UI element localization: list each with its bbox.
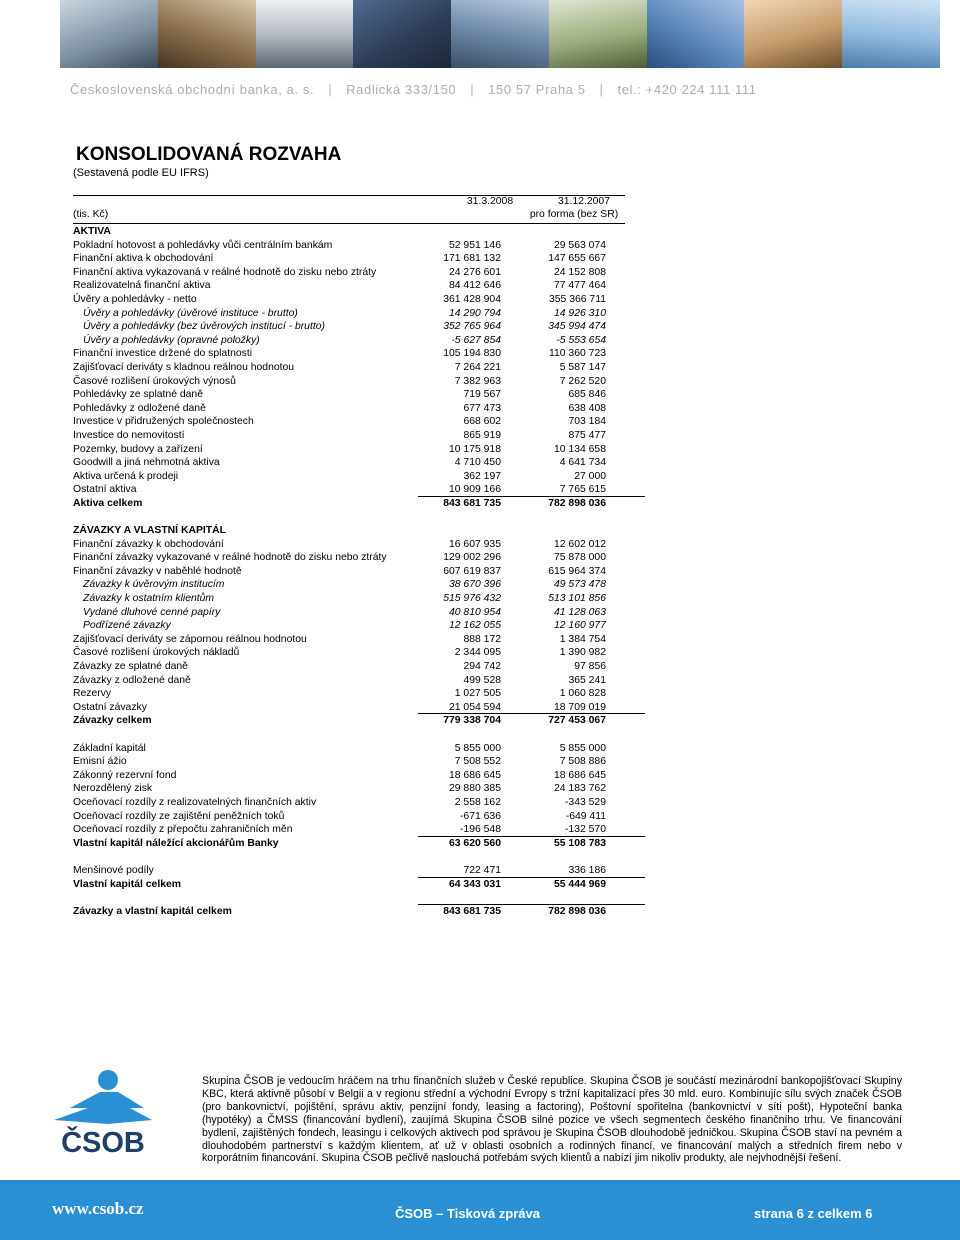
table-row — [73, 361, 625, 375]
row-label: Pokladní hotovost a pohledávky vůči centrálním bankám — [73, 239, 333, 251]
row-label: Aktiva určená k prodeji — [73, 470, 179, 482]
row-label: Oceňovací rozdíly ze zajištění peněžních toků — [73, 810, 285, 822]
table-row — [73, 674, 625, 688]
row-label: Finanční závazky k obchodování — [73, 538, 224, 550]
row-label: Závazky celkem — [73, 715, 152, 727]
row-label: Závazky k úvěrovým institucím — [83, 579, 225, 591]
value-2008: 64 343 031 — [448, 878, 501, 890]
row-label: Oceňovací rozdíly z realizovatelných finančních aktiv — [73, 796, 317, 808]
column-header-2008: 31.3.2008 — [466, 196, 514, 207]
company-address: Radlická 333/150 — [346, 82, 457, 97]
table-row — [73, 320, 625, 334]
column-header-2007: 31.12.2007 — [557, 196, 610, 207]
value-2007: 5 855 000 — [559, 742, 606, 754]
value-2007: -343 529 — [564, 796, 606, 808]
table-row — [73, 701, 625, 715]
value-2008: 352 765 964 — [443, 321, 501, 333]
row-label: Aktiva celkem — [73, 497, 143, 509]
table-header — [73, 195, 625, 225]
value-2007: 7 508 886 — [559, 756, 606, 768]
table-row — [73, 646, 625, 660]
row-label: Úvěry a pohledávky (úvěrové instituce - brutto) — [83, 307, 298, 319]
row-label: Časové rozlišení úrokových výnosů — [73, 375, 236, 387]
row-label: Vlastní kapitál celkem — [73, 878, 182, 890]
table-row — [73, 551, 625, 565]
row-label: Závazky ze splatné daně — [73, 661, 188, 672]
value-2007: 5 587 147 — [559, 361, 606, 373]
value-2007: 55 108 783 — [553, 837, 606, 849]
banner-photo — [647, 0, 745, 68]
table-row — [73, 429, 625, 443]
row-label: Ostatní aktiva — [73, 484, 137, 496]
value-2008: 362 197 — [463, 470, 501, 482]
value-2007: 875 477 — [568, 429, 606, 441]
row-label: Pohledávky z odložené daně — [73, 402, 206, 414]
value-2007: 147 655 667 — [548, 253, 606, 265]
row-label: Vydané dluhové cenné papíry — [83, 606, 221, 618]
table-row — [73, 565, 625, 579]
row-label: Nerozdělený zisk — [73, 783, 153, 795]
value-2008: 24 276 601 — [448, 266, 501, 278]
table-row — [73, 619, 625, 633]
total-row — [73, 878, 625, 892]
value-2008: -5 627 854 — [451, 334, 501, 346]
table-row — [73, 864, 625, 878]
value-2007: 18 686 645 — [553, 769, 606, 781]
value-2007: 110 360 723 — [548, 348, 606, 360]
table-row — [73, 443, 625, 457]
value-2007: 18 709 019 — [553, 701, 606, 713]
row-label: Emisní ážio — [73, 756, 127, 768]
value-2008: 843 681 735 — [443, 497, 501, 509]
press-release-label: ČSOB – Tisková zpráva — [395, 1206, 540, 1221]
row-spacer — [73, 850, 625, 864]
value-2008: 5 855 000 — [454, 742, 501, 754]
value-2007: 703 184 — [568, 416, 606, 428]
value-2008: 7 264 221 — [454, 361, 501, 373]
table-row — [73, 796, 625, 810]
value-2007: 75 878 000 — [553, 552, 606, 564]
value-2007: 1 060 828 — [559, 688, 606, 700]
value-2008: 499 528 — [463, 674, 501, 686]
banner-photo — [158, 0, 256, 68]
table-row — [73, 782, 625, 796]
table-row — [73, 347, 625, 361]
table-row — [73, 293, 625, 307]
value-2007: 638 408 — [568, 402, 606, 414]
row-label: Závazky z odložené daně — [73, 674, 191, 686]
value-2007: -132 570 — [564, 824, 606, 836]
value-2007: 10 134 658 — [553, 443, 606, 455]
table-row — [73, 252, 625, 266]
table-row — [73, 687, 625, 701]
total-row — [73, 714, 625, 728]
company-header: Československá obchodní banka, a. s. | Radlická 333/150 | 150 57 Praha 5 | tel.: +420 224 111 111 — [70, 82, 757, 97]
table-row — [73, 334, 625, 348]
row-label: Časové rozlišení úrokových nákladů — [73, 647, 240, 659]
value-2007: -649 411 — [565, 810, 606, 822]
table-row — [73, 538, 625, 552]
value-2008: 865 919 — [463, 429, 501, 441]
section-heading — [73, 225, 625, 239]
row-label: Závazky a vlastní kapitál celkem — [73, 905, 232, 917]
row-label: Finanční investice držené do splatnosti — [73, 348, 253, 360]
row-label: Investice do nemovitostí — [73, 429, 185, 441]
row-label: Úvěry a pohledávky (opravné položky) — [83, 334, 260, 346]
value-2008: 12 162 055 — [448, 620, 501, 632]
value-2008: 515 976 432 — [443, 593, 501, 605]
value-2007: 1 384 754 — [559, 633, 606, 645]
value-2008: 105 194 830 — [443, 348, 501, 360]
value-2008: 361 428 904 — [443, 293, 501, 305]
row-label: Finanční aktiva k obchodování — [73, 253, 214, 265]
total-row — [73, 905, 625, 919]
website-link[interactable]: www.csob.cz — [52, 1199, 144, 1218]
value-2007: 782 898 036 — [548, 905, 606, 917]
banner-photo — [353, 0, 451, 68]
row-label: Realizovatelná finanční aktiva — [73, 280, 211, 292]
banner-photo — [549, 0, 647, 68]
balance-sheet-table — [73, 195, 625, 918]
value-2008: 888 172 — [463, 633, 501, 645]
value-2007: 24 183 762 — [553, 783, 606, 795]
value-2008: 294 742 — [463, 661, 501, 672]
value-2007: 14 926 310 — [553, 307, 606, 319]
row-label: Pozemky, budovy a zařízení — [73, 443, 203, 455]
table-row — [73, 592, 625, 606]
value-2008: 16 607 935 — [448, 538, 501, 550]
table-row — [73, 375, 625, 389]
value-2007: 55 444 969 — [553, 878, 606, 890]
value-2007: 685 846 — [568, 389, 606, 401]
value-2008: 21 054 594 — [448, 701, 501, 713]
value-2007: 513 101 856 — [548, 593, 606, 605]
value-2008: -671 636 — [459, 810, 501, 822]
table-row — [73, 470, 625, 484]
table-row — [73, 823, 625, 837]
value-2008: 84 412 646 — [448, 280, 501, 292]
row-label: Oceňovací rozdíly z přepočtu zahraničních měn — [73, 824, 293, 836]
footer-bar — [0, 1180, 960, 1240]
row-label: Základní kapitál — [73, 742, 146, 754]
value-2008: 4 710 450 — [454, 457, 501, 469]
value-2007: 7 262 520 — [559, 375, 606, 387]
value-2007: 24 152 808 — [553, 266, 606, 278]
value-2008: 779 338 704 — [443, 715, 501, 727]
row-label: Zákonný rezervní fond — [73, 769, 177, 781]
value-2008: 7 382 963 — [454, 375, 501, 387]
page-number: strana 6 z celkem 6 — [754, 1206, 873, 1221]
row-label: Zajišťovací deriváty se zápornou reálnou hodnotou — [73, 633, 307, 645]
page-title: KONSOLIDOVANÁ ROZVAHA — [76, 144, 342, 165]
banner-photo — [744, 0, 842, 68]
value-2008: 7 508 552 — [454, 756, 501, 768]
value-2007: 12 160 977 — [553, 620, 606, 632]
value-2008: 843 681 735 — [443, 905, 501, 917]
row-label: AKTIVA — [73, 226, 111, 237]
value-2007: 355 366 711 — [548, 293, 606, 305]
table-row — [73, 279, 625, 293]
value-2008: 677 473 — [463, 402, 501, 414]
total-row — [73, 497, 625, 511]
company-name: Československá obchodní banka, a. s. — [70, 82, 315, 97]
value-2007: 12 602 012 — [553, 538, 606, 550]
row-label: Investice v přidružených společnostech — [73, 416, 254, 428]
value-2008: -196 548 — [459, 824, 501, 836]
value-2008: 52 951 146 — [448, 239, 501, 251]
value-2007: 7 765 615 — [559, 484, 606, 496]
table-row — [73, 606, 625, 620]
table-row — [73, 755, 625, 769]
value-2008: 29 880 385 — [448, 783, 501, 795]
row-spacer — [73, 891, 625, 905]
value-2007: 49 573 478 — [553, 579, 606, 591]
table-row — [73, 402, 625, 416]
row-label: Rezervy — [73, 688, 112, 700]
value-2007: 727 453 067 — [548, 715, 606, 727]
company-phone: tel.: +420 224 111 111 — [617, 82, 757, 97]
section-heading — [73, 524, 625, 538]
value-2008: 14 290 794 — [448, 307, 501, 319]
value-2007: 615 964 374 — [548, 565, 606, 577]
row-label: Pohledávky ze splatné daně — [73, 389, 203, 401]
value-2007: 97 856 — [574, 661, 606, 672]
value-2007: 782 898 036 — [548, 497, 606, 509]
table-row — [73, 388, 625, 402]
value-2007: 77 477 464 — [553, 280, 606, 292]
table-body — [73, 225, 625, 918]
row-spacer — [73, 728, 625, 742]
value-2007: 29 563 074 — [553, 239, 606, 251]
table-row — [73, 633, 625, 647]
row-label: Podřízené závazky — [83, 620, 171, 632]
row-label: ZÁVAZKY A VLASTNÍ KAPITÁL — [73, 525, 226, 537]
header-divider — [73, 223, 625, 224]
value-2008: 2 344 095 — [454, 647, 501, 659]
table-row — [73, 660, 625, 674]
value-2008: 63 620 560 — [448, 837, 501, 849]
row-spacer — [73, 510, 625, 524]
value-2008: 10 909 166 — [448, 484, 501, 496]
table-row — [73, 810, 625, 824]
row-label: Zajišťovací deriváty s kladnou reálnou hodnotou — [73, 361, 295, 373]
value-2008: 668 602 — [463, 416, 501, 428]
company-city: 150 57 Praha 5 — [488, 82, 586, 97]
page-subtitle: (Sestavená podle EU IFRS) — [73, 167, 209, 179]
row-label: Menšinové podíly — [73, 864, 154, 876]
value-2007: 41 128 063 — [553, 606, 606, 618]
total-row — [73, 837, 625, 851]
banner-photo — [60, 0, 158, 68]
banner-photo — [451, 0, 549, 68]
value-2008: 38 670 396 — [448, 579, 501, 591]
value-2007: 4 641 734 — [559, 457, 606, 469]
value-2008: 171 681 132 — [443, 253, 501, 265]
table-row — [73, 307, 625, 321]
table-row — [73, 415, 625, 429]
table-row — [73, 456, 625, 470]
value-2007: 1 390 982 — [559, 647, 606, 659]
row-label: Úvěry a pohledávky - netto — [73, 293, 197, 305]
value-2008: 10 175 918 — [448, 443, 501, 455]
value-2007: 345 994 474 — [548, 321, 606, 333]
banner-photo — [842, 0, 940, 68]
value-2007: 27 000 — [574, 470, 606, 482]
value-2008: 40 810 954 — [448, 606, 501, 618]
table-row — [73, 769, 625, 783]
row-label: Závazky k ostatním klientům — [83, 593, 215, 605]
row-label: Vlastní kapitál náležící akcionářům Banky — [73, 837, 279, 849]
value-2007: 365 241 — [568, 674, 606, 686]
value-2007: -5 553 654 — [556, 334, 606, 346]
table-row — [73, 742, 625, 756]
row-label: Úvěry a pohledávky (bez úvěrových institucí - brutto) — [83, 321, 325, 333]
value-2008: 2 558 162 — [454, 796, 501, 808]
photo-banner — [60, 0, 940, 68]
unit-label: (tis. Kč) — [73, 209, 109, 220]
company-description: Skupina ČSOB je vedoucím hráčem na trhu finančních služeb v České republice. Skupina ČSOB je součástí mezinárodní bankopojišťovací Skupiny KBC, která aktivně působí v Belgii a v regionu střední a východní Evropy s tržní kapitalizací přes 30 mld. euro. Kombinujíc sílu svých značek ČSOB (pro bankovnictví, pojištění, správu aktiv, penzijní fondy, leasing a factoring), Poštovní spořitelna (bankovnictví v síti pošt), Hypoteční banka (hypotéky) a ČMSS (financování bydlení), zaujímá Skupina ČSOB silné pozice ve všech segmentech českého finančního trhu. Ve financování bydlení, zajištěných fondech, leasingu i celkových aktivech pod správou je Skupina ČSOB dlouhodobě jedničkou. Skupina ČSOB staví na pevném a dlouhodobém partnerství s každým klientem, ať už v oblasti osobních a rodinných financí, ve financování malých a středních firem nebo v korporátním financování. Skupina ČSOB pečlivě naslouchá potřebám svých klientů a nabízí jim nikoliv produkty, ale nejvhodnější řešení. — [202, 1075, 902, 1165]
value-2008: 18 686 645 — [448, 769, 501, 781]
table-row — [73, 578, 625, 592]
value-2008: 1 027 505 — [454, 688, 501, 700]
csob-logo — [48, 1068, 158, 1156]
logo-text: ČSOB — [61, 1127, 145, 1156]
row-label: Goodwill a jiná nehmotná aktiva — [73, 457, 220, 469]
table-row — [73, 239, 625, 253]
column-subheader-2007: pro forma (bez SR) — [529, 209, 619, 220]
value-2008: 129 002 296 — [443, 552, 501, 564]
value-2008: 722 471 — [463, 864, 501, 876]
row-label: Ostatní závazky — [73, 701, 147, 713]
table-row — [73, 483, 625, 497]
value-2008: 719 567 — [463, 389, 501, 401]
value-2008: 607 619 837 — [443, 565, 501, 577]
row-label: Finanční závazky v naběhlé hodnotě — [73, 565, 242, 577]
row-label: Finanční závazky vykazované v reálné hodnotě do zisku nebo ztráty — [73, 552, 387, 564]
banner-photo — [256, 0, 354, 68]
table-row — [73, 266, 625, 280]
value-2007: 336 186 — [568, 864, 606, 876]
row-label: Finanční aktiva vykazovaná v reálné hodnotě do zisku nebo ztráty — [73, 266, 377, 278]
